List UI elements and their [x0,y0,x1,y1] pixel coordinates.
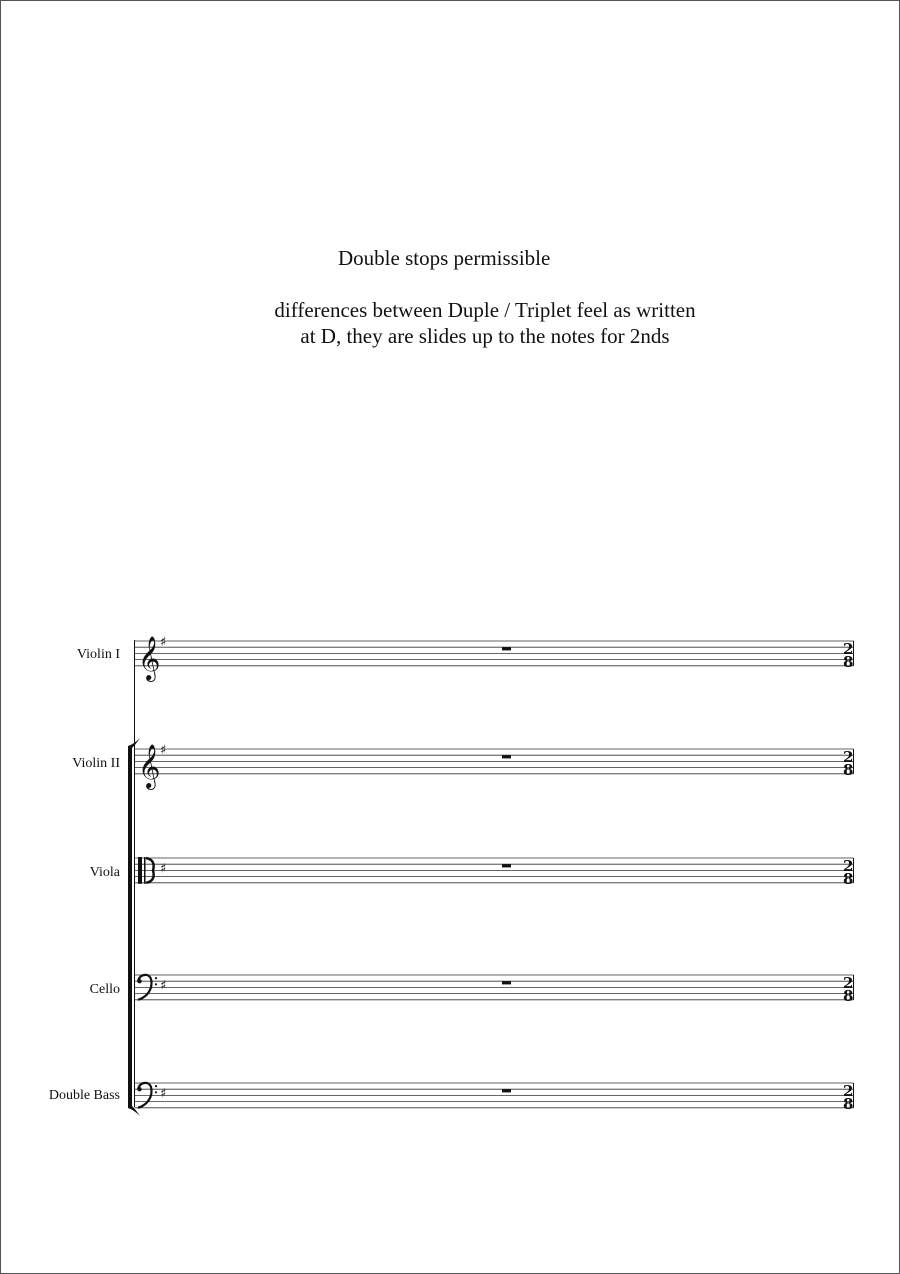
time-signature-numerator-violin-ii: 2 [843,747,854,766]
staff-double-bass [135,1082,854,1113]
performance-note-line-2: at D, they are slides up to the notes for 2nds [300,324,670,348]
key-signature-sharp-double-bass: ♯ [160,1086,167,1102]
time-signature-denominator-cello: 8 [843,986,854,1005]
whole-rest-violin-i [502,647,511,650]
instrument-label-cello: Cello [89,982,120,997]
instrument-label-double-bass: Double Bass [48,1088,120,1103]
key-signature-sharp-violin-ii: ♯ [160,743,167,758]
time-signature-denominator-violin-ii: 8 [843,760,854,779]
performance-note-line-1: differences between Duple / Triplet feel as written [274,298,696,322]
time-signature-denominator-violin-i: 8 [843,652,854,671]
whole-rest-violin-ii [502,755,511,758]
key-signature-sharp-cello: ♯ [160,978,167,994]
staff-violin-ii [135,743,854,790]
time-signature-numerator-double-bass: 2 [843,1081,854,1100]
key-signature-sharp-violin-i: ♯ [160,635,167,650]
staff-viola [135,857,854,888]
time-signature-numerator-violin-i: 2 [843,639,854,658]
time-signature-numerator-cello: 2 [843,973,854,992]
time-signature-denominator-viola: 8 [843,869,854,888]
staff-cello [135,974,854,1005]
key-signature-sharp-viola: ♯ [160,861,167,877]
time-signature-numerator-viola: 2 [843,856,854,875]
staff-violin-i [135,635,854,682]
whole-rest-double-bass [502,1089,511,1092]
instrument-label-violin-2: Violin II [72,756,120,771]
whole-rest-viola [502,864,511,867]
instrument-label-violin-1: Violin I [76,647,120,662]
time-signature-denominator-double-bass: 8 [843,1094,854,1113]
treble-clef-violin-ii: 𝄞 [138,743,161,788]
performance-note-title: Double stops permissible [338,246,551,270]
instrument-label-viola: Viola [89,865,120,880]
whole-rest-cello [502,981,511,984]
treble-clef-violin-i: 𝄞 [138,635,161,680]
